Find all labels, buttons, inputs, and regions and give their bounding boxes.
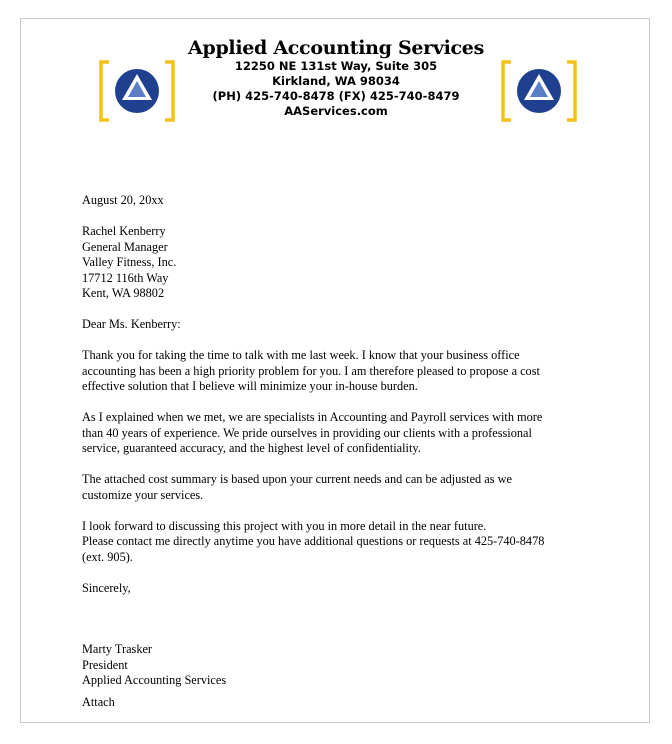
- signer-company: Applied Accounting Services: [82, 673, 227, 687]
- salutation: Dear Ms. Kenberry:: [82, 317, 181, 331]
- paragraph-line: As I explained when we met, we are specialists in Accounting and Payroll services with more: [82, 410, 543, 424]
- paragraph-line: accounting has been a high priority problem for you. I am therefore pleased to propose a cost: [82, 363, 540, 378]
- company-city: Kirkland, WA 98034: [272, 74, 400, 88]
- recipient-company: Valley Fitness, Inc.: [82, 255, 177, 269]
- company-phone-fax: (PH) 425-740-8478 (FX) 425-740-8479: [212, 89, 460, 103]
- company-name: Applied Accounting Services: [188, 37, 484, 59]
- recipient-city: Kent, WA 98802: [82, 286, 165, 300]
- paragraph-line: service, guaranteed accuracy, and the highest level of confidentiality.: [82, 441, 421, 455]
- recipient-street: 17712 116th Way: [82, 270, 169, 285]
- letter-page: [20, 18, 650, 723]
- letterhead: [21, 37, 650, 119]
- closing: Sincerely,: [82, 580, 131, 595]
- paragraph-line: (ext. 905).: [82, 549, 133, 564]
- paragraph-3: [82, 472, 602, 503]
- paragraph-line: than 40 years of experience. We pride ourselves in providing our clients with a professional: [82, 425, 532, 440]
- company-street: 12250 NE 131st Way, Suite 305: [234, 59, 438, 73]
- paragraph-line: Please contact me directly anytime you have additional questions or requests at 425-740-8478: [82, 534, 545, 548]
- recipient-block: [82, 224, 602, 302]
- letter-date: August 20, 20xx: [82, 193, 164, 207]
- paragraph-1: [82, 348, 602, 395]
- recipient-title: General Manager: [82, 239, 168, 254]
- signer-name: Marty Trasker: [82, 642, 153, 656]
- signature-block: [82, 642, 602, 689]
- letter-body: [82, 193, 602, 711]
- enclosure-note: Attach: [82, 695, 115, 709]
- recipient-name: Rachel Kenberry: [82, 224, 166, 238]
- paragraph-line: effective solution that I believe will minimize your in-house burden.: [82, 379, 418, 393]
- paragraph-line: I look forward to discussing this project with you in more detail in the near future.: [82, 518, 487, 533]
- paragraph-line: Thank you for taking the time to talk with me last week. I know that your business office: [82, 348, 520, 362]
- paragraph-4: [82, 519, 602, 566]
- paragraph-line: customize your services.: [82, 487, 204, 502]
- company-website: AAServices.com: [284, 104, 388, 118]
- signer-title: President: [82, 657, 128, 672]
- paragraph-2: [82, 410, 602, 457]
- paragraph-line: The attached cost summary is based upon your current needs and can be adjusted as we: [82, 472, 512, 486]
